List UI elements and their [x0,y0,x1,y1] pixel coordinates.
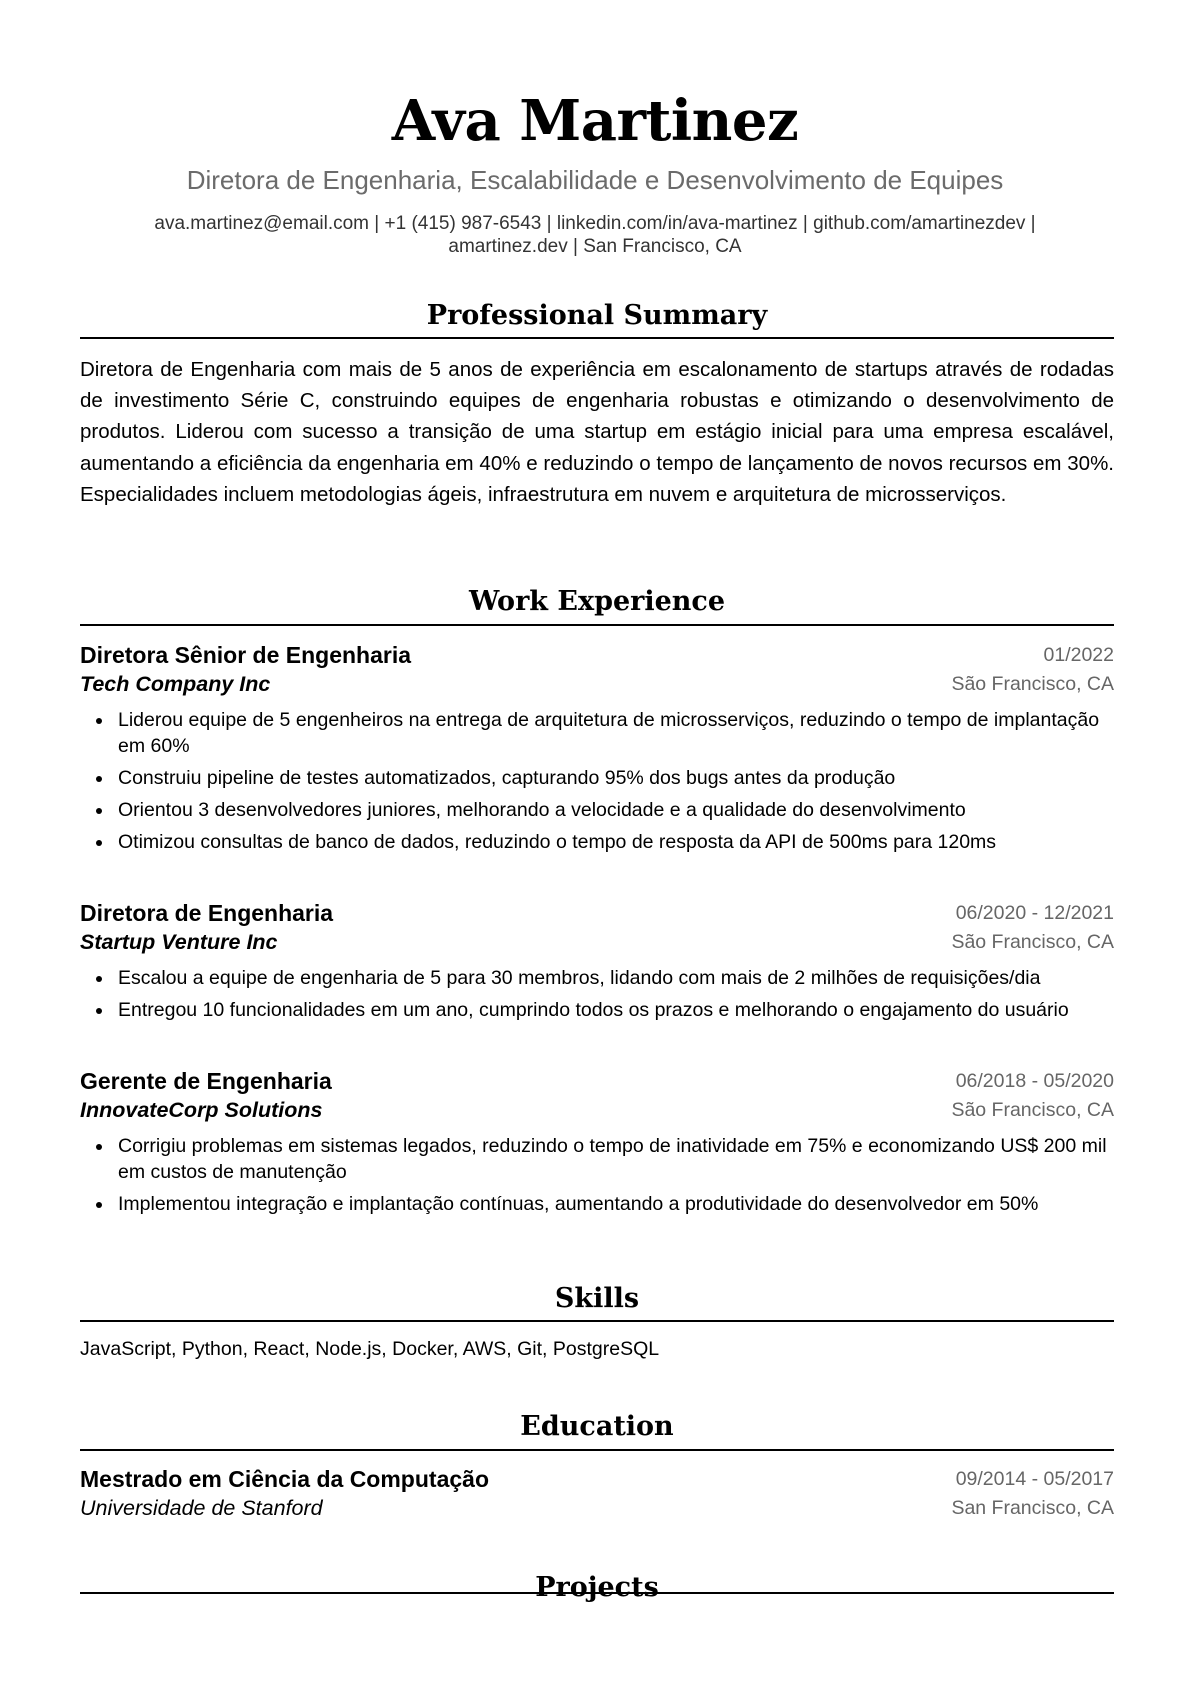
job-location: São Francisco, CA [951,931,1114,953]
experience-heading: Work Experience [468,586,726,617]
education-location: San Francisco, CA [951,1497,1114,1519]
bullet-item: Construiu pipeline de testes automatizados, capturando 95% dos bugs antes da produção [80,765,1114,791]
job-bullets [80,1133,1114,1217]
education-heading: Education [520,1411,674,1442]
candidate-title: Diretora de Engenharia, Escalabilidade e Desenvolvimento de Equipes [186,165,1004,195]
bullet-dot-icon [96,718,102,724]
degree-title: Mestrado em Ciência da Computação [80,1466,489,1492]
skills-list: JavaScript, Python, React, Node.js, Docker, AWS, Git, PostgreSQL [80,1338,660,1360]
job-entry [80,1067,1114,1223]
job-bullets [80,965,1114,1023]
bullet-dot-icon [96,976,102,982]
contact-info [110,212,1080,258]
contact-line-2: amartinez.dev | San Francisco, CA [448,236,742,257]
job-entry [80,899,1114,1029]
projects-heading: Projects [535,1572,659,1603]
job-bullets [80,707,1114,855]
job-title: Diretora de Engenharia [80,900,334,926]
bullet-item: Orientou 3 desenvolvedores juniores, melhorando a velocidade e a qualidade do desenvolvimento [80,797,1114,823]
job-location: São Francisco, CA [951,1099,1114,1121]
job-title: Diretora Sênior de Engenharia [80,642,412,668]
bullet-dot-icon [96,840,102,846]
bullet-item: Otimizou consultas de banco de dados, reduzindo o tempo de resposta da API de 500ms para 120ms [80,829,1114,855]
bullet-item: Implementou integração e implantação contínuas, aumentando a produtividade do desenvolvedor em 50% [80,1191,1114,1217]
candidate-name: Ava Martinez [391,88,799,154]
education-date: 09/2014 - 05/2017 [955,1468,1114,1490]
school-name: Universidade de Stanford [80,1496,323,1520]
job-date: 06/2018 - 05/2020 [955,1070,1114,1092]
skills-heading: Skills [554,1283,640,1314]
bullet-item: Entregou 10 funcionalidades em um ano, cumprindo todos os prazos e melhorando o engajamento do usuário [80,997,1114,1023]
bullet-item: Liderou equipe de 5 engenheiros na entrega de arquitetura de microsserviços, reduzindo o tempo de implantação em 60% [80,707,1114,759]
contact-line-1: ava.martinez@email.com | +1 (415) 987-6543 | linkedin.com/in/ava-martinez | github.com/amartinezdev | [154,213,1036,234]
education-divider [80,1449,1114,1451]
education-entry [80,1465,1114,1523]
bullet-dot-icon [96,1008,102,1014]
summary-divider [80,337,1114,339]
summary-heading: Professional Summary [426,300,768,331]
job-date: 01/2022 [1043,644,1114,666]
job-location: São Francisco, CA [951,673,1114,695]
bullet-item: Escalou a equipe de engenharia de 5 para 30 membros, lidando com mais de 2 milhões de requisições/dia [80,965,1114,991]
bullet-item: Corrigiu problemas em sistemas legados, reduzindo o tempo de inatividade em 75% e economizando US$ 200 mil em custos de manutenção [80,1133,1114,1185]
summary-text: Diretora de Engenharia com mais de 5 anos de experiência em escalonamento de startups através de rodadas de investimento Série C, construindo equipes de engenharia robustas e otimizando o desenvolvimento de produtos. Liderou com sucesso a transição de uma startup em estágio inicial para uma empresa escalável, aumentando a eficiência da engenharia em 40% e reduzindo o tempo de lançamento de novos recursos em 30%. Especialidades incluem metodologias ágeis, infraestrutura em nuvem e arquitetura de microsserviços. [80,358,1114,506]
bullet-dot-icon [96,776,102,782]
bullet-dot-icon [96,1144,102,1150]
job-entry [80,641,1114,861]
bullet-dot-icon [96,808,102,814]
job-company: InnovateCorp Solutions [80,1098,323,1122]
job-company: Startup Venture Inc [80,930,278,954]
experience-divider [80,624,1114,626]
job-title: Gerente de Engenharia [80,1068,332,1094]
skills-divider [80,1320,1114,1322]
job-company: Tech Company Inc [80,672,271,696]
bullet-dot-icon [96,1202,102,1208]
job-date: 06/2020 - 12/2021 [955,902,1114,924]
